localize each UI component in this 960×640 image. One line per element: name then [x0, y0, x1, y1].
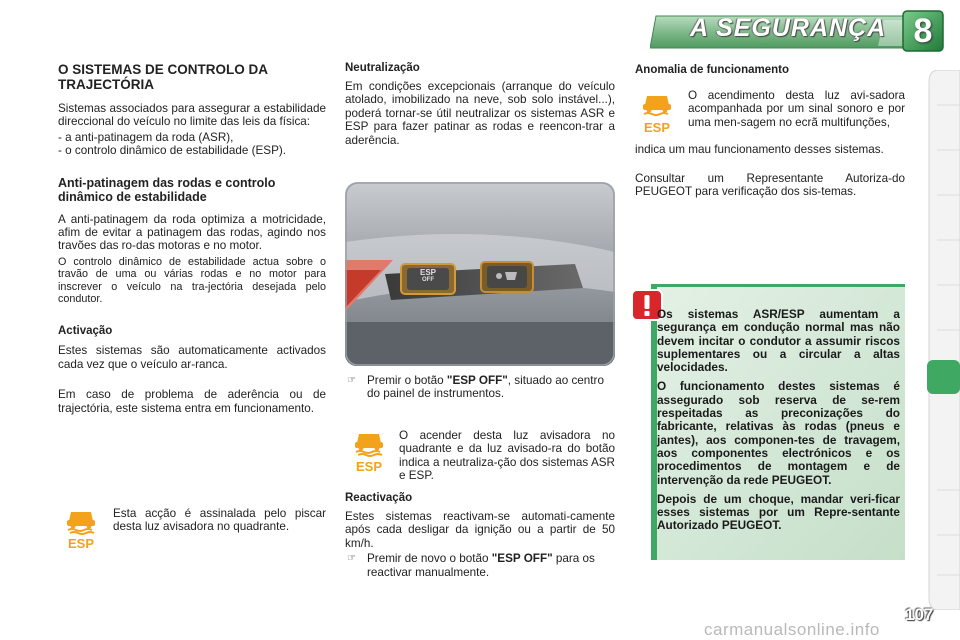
asr-paragraph: A anti-patinagem da roda optimiza a motricidade, afim de evitar a patinagem das rodas, agindo nos travões das ro-das motoras e no motor. — [58, 212, 326, 253]
page-number: 107 — [905, 605, 934, 624]
reactivation-block: Reactivação Estes sistemas reactivam-se automati-camente após cada desligar da ignição ou a partir de 50 km/h. ☞ Premir de novo o botão "ESP OFF" para os reactivar manualmente. — [345, 492, 615, 579]
dashboard-photo — [345, 182, 615, 366]
blink-paragraph: Esta acção é assinalada pelo piscar desta luz avisadora no quadrante. — [113, 507, 326, 534]
intro-paragraph: Sistemas associados para assegurar a estabilidade direccional do veículo no limite das leis da física: — [58, 102, 326, 129]
esp-off-button[interactable] — [407, 268, 449, 283]
svg-text:ESP: ESP — [67, 536, 95, 550]
esp-off-warning-icon — [350, 430, 388, 474]
fault-paragraph-b: indica um mau funcionamento desses sistemas. — [635, 143, 884, 156]
chapter-tabs — [927, 70, 960, 610]
list-item: - a anti-patinagem da roda (ASR), — [58, 130, 234, 144]
svg-text:ESP: ESP — [643, 120, 671, 135]
warning-paragraph: Os sistemas ASR/ESP aumentam a segurança em condução normal mas não devem incitar o condutor a assumir riscos suplementares ou a circular a altas velocidades. — [657, 307, 900, 375]
esp-off-label: "ESP OFF" — [446, 374, 508, 387]
svg-text:ESP: ESP — [355, 459, 383, 474]
neutral-paragraph: Em condições excepcionais (arranque do veículo atolado, imobilizado na neve, sob solo instável...), poderá tornar-se útil neutralizar os sistemas ASR e ESP para fazer patinar as rodas e reencon-trar a aderência. — [345, 80, 615, 147]
fault-heading: Anomalia de funcionamento — [635, 64, 789, 76]
esp-button-label: ESP — [419, 268, 436, 277]
warning-paragraph: Depois de um choque, mandar veri-ficar esses sistemas por um Repre-sentante Autorizado PEUGEOT. — [657, 491, 900, 533]
lit-paragraph: O acender desta luz avisadora no quadrante e da luz avisado-ra do botão indica a neutraliza-ção dos sistemas ASR e ESP. — [399, 429, 615, 483]
pointer-icon: ☞ — [347, 553, 356, 565]
consult-paragraph: Consultar um Representante Autoriza-do PEUGEOT para verificação dos sis-temas. — [635, 172, 905, 199]
neutral-heading: Neutralização — [345, 62, 420, 74]
esp-paragraph: O controlo dinâmico de estabilidade actua sobre o travão de uma ou várias rodas e no motor para inscrever o veículo na tra-jectória desejada pelo condutor. — [58, 255, 326, 306]
warning-text — [657, 308, 900, 539]
active-chapter-tab[interactable] — [927, 360, 960, 394]
column-1 — [58, 62, 326, 415]
column-2 — [345, 62, 615, 147]
esp-button-sublabel: OFF — [422, 277, 434, 283]
fault-paragraph-a: O acendimento desta luz avi-sadora acompanhada por um sinal sonoro e por uma men-sagem no ecrã multifunções, — [688, 89, 905, 129]
activation-heading: Activação — [58, 325, 113, 338]
subsection-heading: Anti-patinagem das rodas e controlo dinâmico de estabilidade — [58, 175, 276, 204]
section-heading: O SISTEMAS DE CONTROLO DA TRAJECTÓRIA — [58, 62, 268, 92]
press-instruction: ☞ Premir o botão "ESP OFF", situado ao centro do painel de instrumentos. — [347, 374, 604, 401]
pointer-icon: ☞ — [347, 375, 356, 386]
chapter-number: 8 — [913, 12, 933, 50]
problem-paragraph: Em caso de problema de aderência ou de trajectória, este sistema entra em funcionamento. — [58, 388, 326, 415]
section-title: A SEGURANÇA — [690, 14, 887, 42]
esp-warning-icon — [62, 508, 100, 550]
warning-paragraph: O funcionamento destes sistemas é assegurado sob reserva de se-rem respeitadas as preconizações do fabricante, relativas às rodas (pneus e jantes), aos componen-tes de travagem, aos componentes electrónicos e os procedimentos de montagem e de intervenção da rede PEUGEOT. — [657, 379, 900, 487]
esp-off-label: "ESP OFF" — [491, 552, 553, 566]
list-item: - o controlo dinâmico de estabilidade (ESP). — [58, 144, 287, 158]
watermark: carmanualsonline.info — [704, 620, 880, 639]
esp-fault-icon — [639, 90, 675, 136]
activation-paragraph: Estes sistemas são automaticamente activados cada vez que o veículo ar-ranca. — [58, 344, 326, 371]
reactivation-heading: Reactivação — [345, 492, 413, 504]
reactivation-paragraph: Estes sistemas reactivam-se automati-camente após cada desligar da ignição ou a partir de 50 km/h. — [345, 510, 615, 550]
